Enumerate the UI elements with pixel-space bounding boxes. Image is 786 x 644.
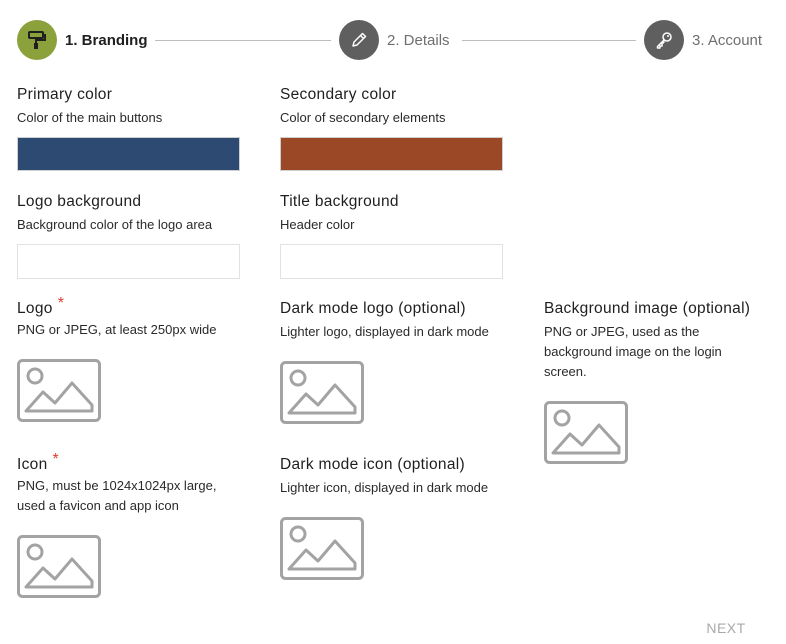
next-button[interactable]: NEXT: [696, 618, 756, 638]
field-title: Secondary color: [280, 86, 397, 103]
field-title: [17, 295, 247, 318]
field-title: Background image (optional): [544, 300, 751, 317]
step-label: 2. Details: [387, 31, 450, 49]
image-placeholder-icon[interactable]: [280, 361, 364, 424]
field-description: Color of the main buttons: [17, 110, 163, 125]
field-description: PNG or JPEG, used as the background image on the login screen.: [544, 324, 722, 379]
image-placeholder-icon[interactable]: [17, 359, 101, 422]
field-title: Dark mode icon (optional): [280, 456, 465, 473]
field-description: Color of secondary elements: [280, 110, 446, 125]
background-image-field: [544, 300, 772, 464]
required-mark: *: [57, 295, 65, 312]
key-icon: [644, 20, 684, 60]
icon-field: [17, 451, 247, 598]
dark-mode-icon-field: [280, 456, 510, 580]
step-label: 1. Branding: [65, 31, 148, 49]
logo-background-swatch[interactable]: [17, 244, 240, 279]
field-description: Background color of the logo area: [17, 217, 213, 232]
primary-color-swatch[interactable]: [17, 137, 240, 171]
field-description: Lighter icon, displayed in dark mode: [280, 480, 489, 495]
step-branding[interactable]: [17, 20, 148, 60]
field-description: Header color: [280, 217, 355, 232]
field-description: PNG or JPEG, at least 250px wide: [17, 322, 217, 337]
step-details[interactable]: [339, 20, 450, 60]
step-account[interactable]: [644, 20, 762, 60]
field-title: Dark mode logo (optional): [280, 300, 466, 317]
field-title: Title background: [280, 193, 399, 210]
field-description: PNG, must be 1024x1024px large, used a favicon and app icon: [17, 478, 217, 513]
title-background-field: [280, 193, 510, 279]
pencil-icon: [339, 20, 379, 60]
image-placeholder-icon[interactable]: [280, 517, 364, 580]
title-background-swatch[interactable]: [280, 244, 503, 279]
logo-field: [17, 295, 247, 422]
secondary-color-swatch[interactable]: [280, 137, 503, 171]
logo-background-field: [17, 193, 247, 279]
step-connector: [155, 40, 331, 41]
field-title: Logo background: [17, 193, 142, 210]
secondary-color-field: [280, 86, 510, 171]
step-connector: [462, 40, 636, 41]
dark-mode-logo-field: [280, 300, 510, 424]
required-mark: *: [52, 451, 60, 468]
paint-roller-icon: [17, 20, 57, 60]
field-title-text: Logo: [17, 300, 53, 317]
image-placeholder-icon[interactable]: [17, 535, 101, 598]
stepper: [17, 20, 769, 60]
primary-color-field: [17, 86, 247, 171]
field-description: Lighter logo, displayed in dark mode: [280, 324, 489, 339]
field-title-text: Icon: [17, 456, 48, 473]
field-title: Primary color: [17, 86, 113, 103]
image-placeholder-icon[interactable]: [544, 401, 628, 464]
field-title: [17, 451, 247, 474]
step-label: 3. Account: [692, 31, 763, 49]
